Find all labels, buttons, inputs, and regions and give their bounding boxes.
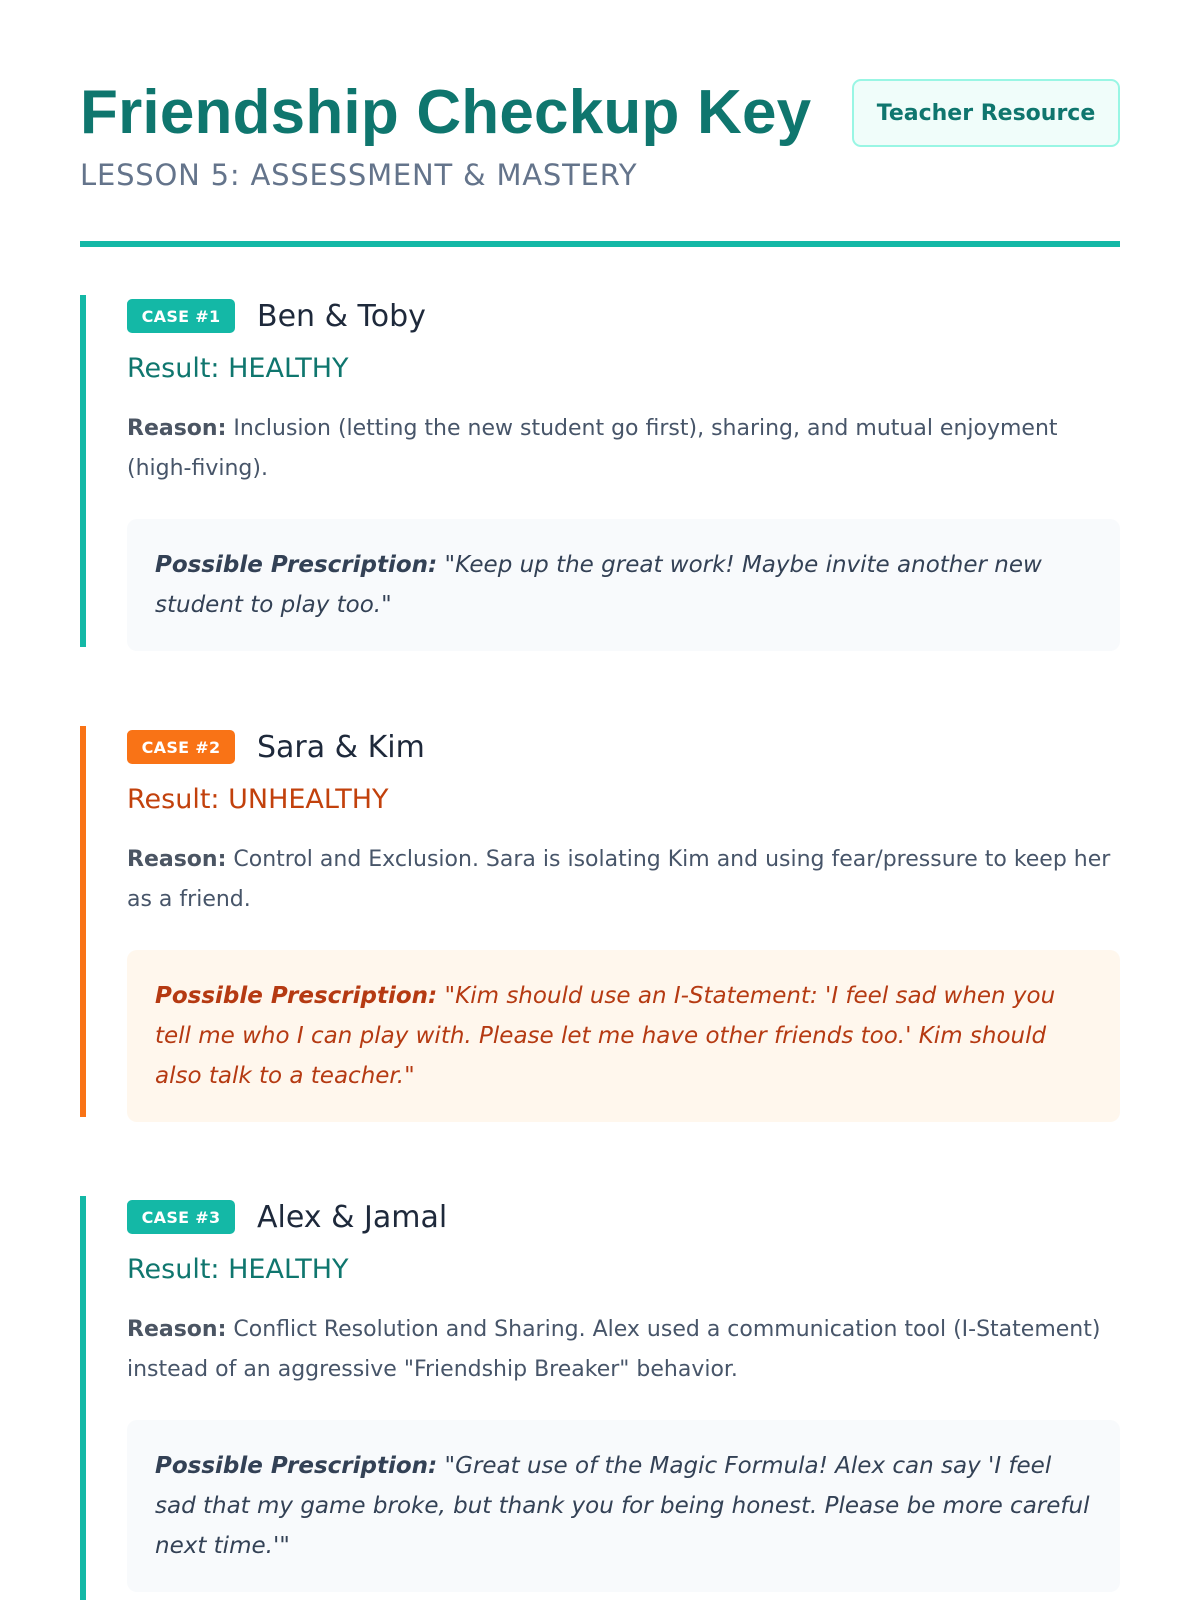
page-title: Friendship Checkup Key: [80, 78, 812, 147]
teacher-resource-badge: Teacher Resource: [852, 79, 1120, 147]
case-reason: [127, 409, 1120, 489]
case-name: Alex & Jamal: [257, 1199, 448, 1235]
case-reason: [127, 1310, 1120, 1390]
case-header: [127, 295, 1120, 337]
prescription-label: Possible Prescription:: [155, 552, 438, 578]
case-tag: CASE #3: [127, 1200, 235, 1234]
prescription-box: [127, 950, 1120, 1122]
prescription-box: [127, 1420, 1120, 1592]
reason-text: Control and Exclusion. Sara is isolating Kim and using fear/pressure to keep her as a friend.: [127, 847, 1111, 912]
case-result: Result: HEALTHY: [127, 1254, 349, 1285]
prescription-text: "Kim should use an I-Statement: 'I feel sad when you tell me who I can play with. Please let me have other friends too.' Kim should also talk to a teacher.": [155, 983, 1056, 1089]
prescription-box: [127, 519, 1120, 651]
reason-text: Conflict Resolution and Sharing. Alex used a communication tool (I-Statement) instead of an aggressive "Friendship Breaker" behavior.: [127, 1317, 1101, 1382]
prescription-text: "Great use of the Magic Formula! Alex can say 'I feel sad that my game broke, but thank you for being honest. Please be more careful next time.'": [155, 1453, 1090, 1559]
case-reason: [127, 840, 1120, 920]
prescription-text: "Keep up the great work! Maybe invite another new student to play too.": [155, 552, 1042, 618]
prescription-label: Possible Prescription:: [155, 983, 438, 1009]
reason-label: Reason:: [127, 847, 227, 872]
case-result: Result: HEALTHY: [127, 353, 349, 384]
case-tag: CASE #2: [127, 730, 235, 764]
case-result: Result: UNHEALTHY: [127, 784, 389, 815]
case-card-3: [80, 1196, 1120, 1600]
case-card-2: [80, 726, 1120, 1117]
case-header: [127, 726, 1120, 768]
reason-label: Reason:: [127, 416, 227, 441]
header-divider: [80, 241, 1120, 247]
case-header: [127, 1196, 1120, 1238]
reason-label: Reason:: [127, 1317, 227, 1342]
case-name: Sara & Kim: [257, 729, 425, 765]
reason-text: Inclusion (letting the new student go first), sharing, and mutual enjoyment (high-fiving).: [127, 416, 1058, 481]
lesson-subtitle: LESSON 5: ASSESSMENT & MASTERY: [80, 158, 638, 192]
case-tag: CASE #1: [127, 299, 235, 333]
header: [80, 78, 1120, 238]
prescription-label: Possible Prescription:: [155, 1453, 438, 1479]
case-card-1: [80, 295, 1120, 647]
case-name: Ben & Toby: [257, 298, 426, 334]
